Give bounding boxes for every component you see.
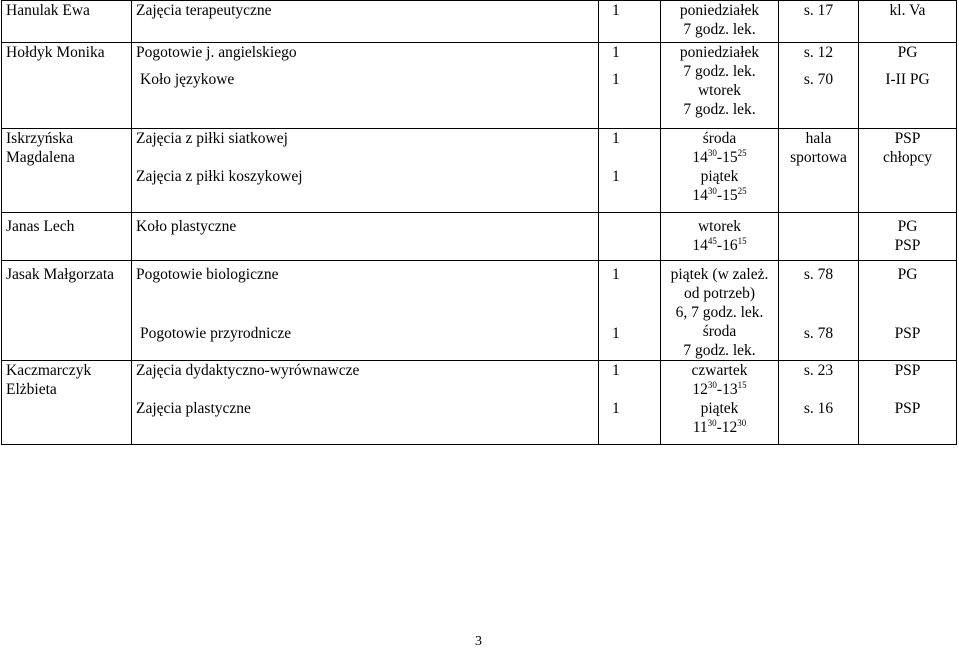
table-row xyxy=(2,43,957,129)
room-cell: s. 78 s. 78 xyxy=(779,261,859,361)
group-cell: PG PSP xyxy=(859,261,957,361)
table-row xyxy=(2,1,957,43)
time-range: $12^{30}-13^{15}$ xyxy=(692,380,747,398)
teacher-cell: Jasak Małgorzata xyxy=(2,261,132,361)
group-cell: kl. Va xyxy=(859,1,957,43)
group-cell: PG PSP xyxy=(859,213,957,261)
room-cell: s. 17 xyxy=(779,1,859,43)
time-range: $14^{30}-15^{25}$ xyxy=(692,186,747,204)
time-range: $14^{30}-15^{25}$ xyxy=(692,148,747,166)
activity-cell: Pogotowie biologiczne Pogotowie przyrodnicze xyxy=(132,261,599,361)
page-number: 3 xyxy=(475,634,482,649)
count-cell: 1 1 xyxy=(599,43,661,129)
time-cell: wtorek $14^{45}-16^{15}$ xyxy=(661,213,779,261)
table-row xyxy=(2,129,957,213)
table-row xyxy=(2,261,957,361)
time-cell: piątek (w zależ. od potrzeb) 6, 7 godz. lek. środa 7 godz. lek. xyxy=(661,261,779,361)
teacher-cell: Janas Lech xyxy=(2,213,132,261)
time-range: $11^{30}-12^{30}$ xyxy=(692,418,747,436)
count-cell: 1 1 xyxy=(599,129,661,213)
time-cell: poniedziałek 7 godz. lek. wtorek 7 godz. lek. xyxy=(661,43,779,129)
room-cell: s. 12 s. 70 xyxy=(779,43,859,129)
time-range: $14^{45}-16^{15}$ xyxy=(692,236,747,254)
activity-cell: Pogotowie j. angielskiego Koło językowe xyxy=(132,43,599,129)
teacher-cell: Kaczmarczyk Elżbieta xyxy=(2,361,132,445)
schedule-table xyxy=(1,0,957,445)
table-row xyxy=(2,361,957,445)
time-cell: czwartek $12^{30}-13^{15}$ piątek $11^{30}-12^{30}$ xyxy=(661,361,779,445)
activity-cell: Zajęcia terapeutyczne xyxy=(132,1,599,43)
room-cell xyxy=(779,213,859,261)
teacher-cell: Hanulak Ewa xyxy=(2,1,132,43)
activity-cell: Zajęcia dydaktyczno-wyrównawcze Zajęcia plastyczne xyxy=(132,361,599,445)
group-cell: PG I-II PG xyxy=(859,43,957,129)
room-cell: hala sportowa xyxy=(779,129,859,213)
count-cell: 1 1 xyxy=(599,261,661,361)
room-cell: s. 23 s. 16 xyxy=(779,361,859,445)
time-cell: środa $14^{30}-15^{25}$ piątek $14^{30}-15^{25}$ xyxy=(661,129,779,213)
group-cell: PSP PSP xyxy=(859,361,957,445)
count-cell xyxy=(599,213,661,261)
table-row xyxy=(2,213,957,261)
teacher-cell: Iskrzyńska Magdalena xyxy=(2,129,132,213)
activity-cell: Koło plastyczne xyxy=(132,213,599,261)
activity-cell: Zajęcia z piłki siatkowej Zajęcia z piłki koszykowej xyxy=(132,129,599,213)
teacher-cell: Hołdyk Monika xyxy=(2,43,132,129)
count-cell: 1 xyxy=(599,1,661,43)
time-cell: poniedziałek 7 godz. lek. xyxy=(661,1,779,43)
group-cell: PSP chłopcy xyxy=(859,129,957,213)
count-cell: 1 1 xyxy=(599,361,661,445)
